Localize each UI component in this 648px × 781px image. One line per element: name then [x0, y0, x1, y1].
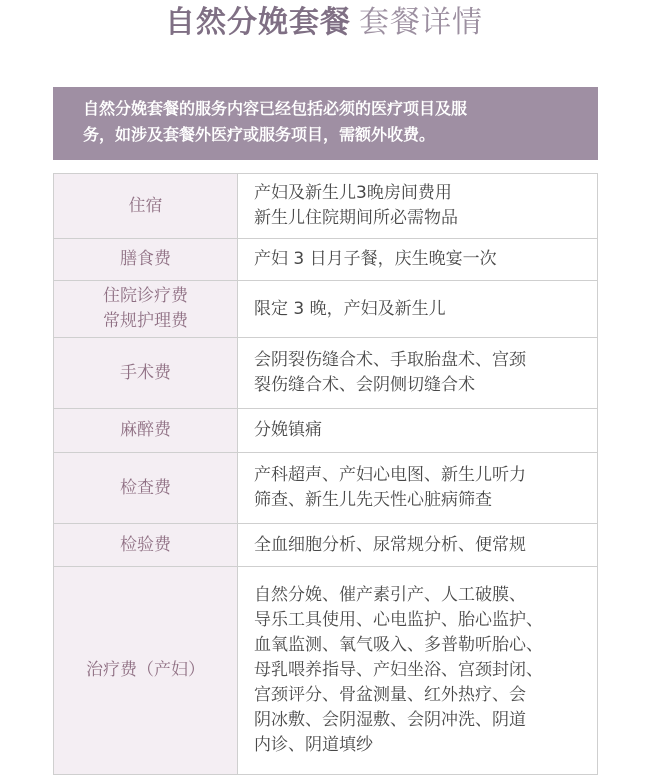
title-main: 自然分娩套餐 — [165, 5, 351, 40]
row-label-text: 麻醉费 — [120, 420, 171, 440]
row-content — [238, 409, 598, 453]
row-label-text: 住院诊疗费 — [103, 286, 188, 306]
table-row — [54, 239, 598, 281]
row-label-text: 常规护理费 — [103, 311, 188, 331]
row-label-text: 检验费 — [120, 534, 171, 555]
row-content — [238, 281, 598, 338]
row-content-line: 内诊、阴道填纱 — [254, 735, 373, 755]
row-label-text: 住宿 — [128, 195, 163, 216]
table-row — [54, 174, 598, 239]
notice-line: 务，如涉及套餐外医疗或服务项目，需额外收费。 — [83, 125, 436, 144]
row-content-line: 导乐工具使用、心电监护、胎心监护、 — [254, 610, 543, 630]
row-label — [54, 409, 238, 453]
row-content-line: 产妇 3 日月子餐，庆生晚宴一次 — [254, 249, 497, 269]
row-label — [54, 453, 238, 524]
row-content-line: 会阴裂伤缝合术、手取胎盘术、宫颈 — [254, 350, 526, 370]
row-content-line: 宫颈评分、骨盆测量、红外热疗、会 — [254, 685, 526, 705]
row-content-line: 分娩镇痛 — [254, 420, 322, 440]
row-label-text: 手术费 — [120, 362, 171, 383]
row-content-line: 血氧监测、氧气吸入、多普勒听胎心、 — [254, 635, 543, 655]
row-content — [238, 338, 598, 409]
row-content-line: 新生儿住院期间所必需物品 — [254, 208, 458, 228]
title-sub: 套餐详情 — [359, 5, 483, 40]
row-content — [238, 453, 598, 524]
row-content — [238, 239, 598, 281]
table-row — [54, 453, 598, 524]
row-content-line: 产科超声、产妇心电图、新生儿听力 — [254, 465, 526, 485]
row-content-line: 产妇及新生儿3晚房间费用 — [254, 183, 452, 203]
row-content-line: 裂伤缝合术、会阴侧切缝合术 — [254, 375, 475, 395]
table-row — [54, 281, 598, 338]
row-label-text: 检查费 — [120, 477, 171, 498]
row-content — [238, 524, 598, 567]
row-label — [54, 239, 238, 281]
table-row — [54, 567, 598, 775]
table-row — [54, 338, 598, 409]
row-label-text: 膳食费 — [120, 249, 171, 269]
notice-banner — [53, 87, 598, 160]
row-label-text: 治疗费（产妇） — [86, 660, 205, 680]
table-row — [54, 524, 598, 567]
row-label — [54, 567, 238, 775]
page-title — [0, 0, 648, 48]
notice-line: 自然分娩套餐的服务内容已经包括必须的医疗项目及服 — [83, 99, 468, 118]
row-content-line: 全血细胞分析、尿常规分析、便常规 — [254, 534, 526, 555]
row-content-line: 自然分娩、催产素引产、人工破膜、 — [254, 585, 526, 605]
row-content-line: 母乳喂养指导、产妇坐浴、宫颈封闭、 — [254, 660, 543, 680]
table-row — [54, 409, 598, 453]
row-content-line: 限定 3 晚，产妇及新生儿 — [254, 298, 446, 319]
row-label — [54, 338, 238, 409]
row-content — [238, 174, 598, 239]
service-table — [53, 173, 598, 775]
row-content-line: 阴冰敷、会阴湿敷、会阴冲洗、阴道 — [254, 710, 526, 730]
row-label — [54, 174, 238, 239]
row-label — [54, 281, 238, 338]
row-content-line: 筛查、新生儿先天性心脏病筛查 — [254, 490, 492, 510]
row-label — [54, 524, 238, 567]
row-content — [238, 567, 598, 775]
